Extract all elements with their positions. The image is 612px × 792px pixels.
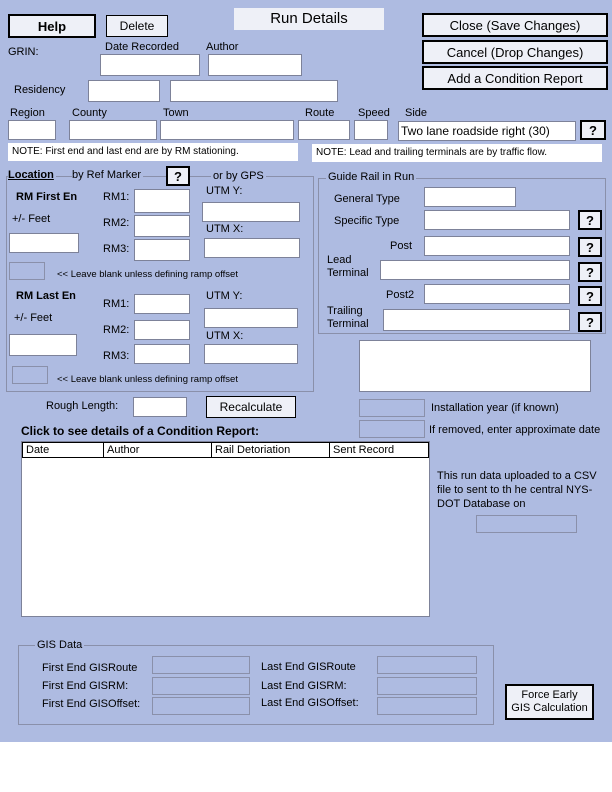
traffic-flow-note: NOTE: Lead and trailing terminals are by traffic flow.: [312, 144, 602, 162]
stationing-note: NOTE: First end and last end are by RM stationing.: [8, 143, 298, 161]
side-help-button[interactable]: ?: [580, 120, 606, 140]
specific-type-label: Specific Type: [334, 215, 400, 227]
last-rm2-input[interactable]: [134, 320, 190, 340]
rm-first-end-label: RM First En: [16, 191, 78, 203]
last-gisroute-label: Last End GISRoute: [261, 661, 356, 673]
rm-last-end-label: RM Last En: [16, 290, 76, 302]
column-header-author[interactable]: Author: [104, 443, 212, 458]
last-gisroute-input[interactable]: [377, 656, 477, 674]
or-by-gps-label: or by GPS: [213, 170, 264, 182]
last-utm-y-input[interactable]: [204, 308, 298, 328]
post-input[interactable]: [424, 236, 570, 256]
condition-reports-list[interactable]: [21, 441, 430, 617]
close-save-button[interactable]: Close (Save Changes): [422, 13, 608, 37]
gis-data-heading: GIS Data: [37, 639, 83, 651]
trailing-terminal-help-button[interactable]: ?: [578, 312, 602, 332]
column-header-date[interactable]: Date: [23, 443, 104, 458]
last-ramp-offset-input[interactable]: [12, 366, 48, 384]
last-rm3-label: RM3:: [103, 350, 130, 362]
first-rm1-label: RM1:: [103, 191, 130, 203]
removed-date-label: If removed, enter approximate date: [429, 424, 601, 436]
date-recorded-input[interactable]: [100, 54, 200, 76]
last-rm1-input[interactable]: [134, 294, 190, 314]
by-ref-marker-label: by Ref Marker: [72, 169, 142, 181]
last-gisrm-label: Last End GISRM:: [261, 680, 347, 692]
author-input[interactable]: [208, 54, 302, 76]
last-feet-label: +/- Feet: [14, 312, 53, 324]
first-rm3-label: RM3:: [103, 243, 130, 255]
speed-label: Speed: [358, 107, 390, 119]
last-rm1-label: RM1:: [103, 298, 130, 310]
last-utm-x-label: UTM X:: [206, 330, 244, 342]
last-rm2-label: RM2:: [103, 324, 130, 336]
first-utm-y-input[interactable]: [202, 202, 300, 222]
lead-terminal-input[interactable]: [380, 260, 570, 280]
upload-note: This run data uploaded to a CSV file to sent to th he central NYS-DOT Database on: [437, 470, 597, 510]
last-gisoffset-label: Last End GISOffset:: [261, 697, 359, 709]
first-ramp-offset-input[interactable]: [9, 262, 45, 280]
post2-help-button[interactable]: ?: [578, 286, 602, 306]
help-button[interactable]: Help: [8, 14, 96, 38]
region-input[interactable]: [8, 120, 56, 140]
last-utm-y-label: UTM Y:: [206, 290, 243, 302]
rough-length-input[interactable]: [133, 397, 187, 417]
general-type-label: General Type: [334, 193, 400, 205]
condition-reports-table: [22, 442, 429, 458]
first-gisrm-input[interactable]: [152, 677, 250, 695]
first-gisoffset-input[interactable]: [152, 697, 250, 715]
last-gisrm-input[interactable]: [377, 677, 477, 695]
route-label: Route: [305, 107, 335, 119]
first-rm3-input[interactable]: [134, 239, 190, 261]
location-help-button[interactable]: ?: [166, 166, 190, 186]
last-rm3-input[interactable]: [134, 344, 190, 364]
rough-length-label: Rough Length:: [46, 400, 119, 412]
first-utm-x-label: UTM X:: [206, 223, 244, 235]
first-utm-x-input[interactable]: [204, 238, 300, 258]
first-feet-input[interactable]: [9, 233, 79, 253]
location-heading: Location: [8, 169, 54, 181]
last-gisoffset-input[interactable]: [377, 697, 477, 715]
county-input[interactable]: [69, 120, 157, 140]
first-rm2-label: RM2:: [103, 217, 130, 229]
trailing-terminal-input[interactable]: [383, 309, 570, 331]
side-select[interactable]: Two lane roadside right (30): [398, 121, 576, 141]
county-label: County: [72, 107, 107, 119]
upload-date-input[interactable]: [476, 515, 577, 533]
removed-date-input[interactable]: [359, 420, 425, 438]
post-help-button[interactable]: ?: [578, 237, 602, 257]
first-gisroute-label: First End GISRoute: [42, 662, 138, 674]
first-rm2-input[interactable]: [134, 215, 190, 237]
specific-type-help-button[interactable]: ?: [578, 210, 602, 230]
residency-name-input[interactable]: [170, 80, 338, 102]
residency-code-input[interactable]: [88, 80, 160, 102]
residency-label: Residency: [14, 84, 66, 96]
first-utm-y-label: UTM Y:: [206, 185, 243, 197]
side-label: Side: [405, 107, 428, 119]
speed-input[interactable]: [354, 120, 388, 140]
general-type-input[interactable]: [424, 187, 516, 207]
post2-label: Post2: [386, 289, 415, 301]
specific-type-input[interactable]: [424, 210, 570, 230]
last-ramp-note: << Leave blank unless defining ramp offset: [57, 374, 238, 385]
page-title: Run Details: [234, 8, 384, 30]
last-feet-input[interactable]: [9, 334, 77, 356]
region-label: Region: [10, 107, 45, 119]
last-utm-x-input[interactable]: [204, 344, 298, 364]
first-gisoffset-label: First End GISOffset:: [42, 698, 141, 710]
installation-year-label: Installation year (if known): [431, 402, 559, 414]
column-header-sent-record[interactable]: Sent Record: [330, 443, 429, 458]
add-condition-report-button[interactable]: Add a Condition Report: [422, 66, 608, 90]
author-label: Author: [206, 41, 239, 53]
recalculate-button[interactable]: Recalculate: [206, 396, 296, 418]
run-notes-textarea[interactable]: [359, 340, 591, 392]
first-rm1-input[interactable]: [134, 189, 190, 213]
town-input[interactable]: [160, 120, 294, 140]
first-feet-label: +/- Feet: [12, 213, 51, 225]
first-gisroute-input[interactable]: [152, 656, 250, 674]
post-label: Post: [390, 240, 413, 252]
route-input[interactable]: [298, 120, 350, 140]
date-recorded-label: Date Recorded: [105, 41, 179, 53]
first-ramp-note: << Leave blank unless defining ramp offset: [57, 269, 238, 280]
installation-year-input[interactable]: [359, 399, 425, 417]
column-header-rail-deterioration[interactable]: Rail Detoriation: [212, 443, 330, 458]
guide-rail-heading: Guide Rail in Run: [328, 171, 415, 183]
town-label: Town: [163, 107, 189, 119]
lead-terminal-label: Lead Terminal: [327, 254, 369, 279]
post2-input[interactable]: [424, 284, 570, 304]
force-gis-calculation-button[interactable]: Force Early GIS Calculation: [505, 684, 594, 720]
condition-reports-heading: Click to see details of a Condition Report:: [21, 424, 260, 438]
lead-terminal-help-button[interactable]: ?: [578, 262, 602, 282]
cancel-drop-button[interactable]: Cancel (Drop Changes): [422, 40, 608, 64]
grin-label: GRIN:: [8, 46, 39, 58]
trailing-terminal-label: Trailing Terminal: [327, 305, 369, 330]
first-gisrm-label: First End GISRM:: [42, 680, 129, 692]
delete-button[interactable]: Delete: [106, 15, 168, 37]
